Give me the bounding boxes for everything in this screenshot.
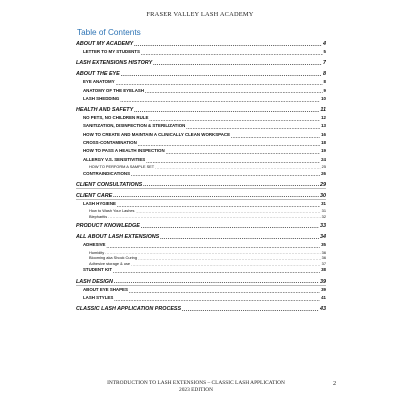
- toc-entry-page: 39: [320, 278, 326, 285]
- toc-leader-dots: [108, 215, 321, 219]
- toc-entry[interactable]: [76, 305, 326, 313]
- toc-entry[interactable]: [76, 78, 326, 86]
- toc-leader-dots: [141, 52, 323, 56]
- toc-entry-title: LASH HYGIENE: [83, 200, 116, 206]
- toc-entry-page: 12: [321, 115, 326, 121]
- toc-entry-title: Blepharitis: [89, 213, 108, 219]
- toc-entry-title: ADHESIVE: [83, 242, 106, 248]
- toc-entry-page: 36: [321, 249, 326, 255]
- toc-entry[interactable]: [76, 294, 326, 302]
- toc-entry-title: NO PETS, NO CHILDREN RULE: [83, 115, 149, 121]
- toc-entry[interactable]: [76, 222, 326, 230]
- toc-entry-page: 41: [321, 295, 326, 301]
- toc-entry[interactable]: [76, 40, 326, 48]
- toc-entry-page: 43: [320, 306, 326, 313]
- toc-entry-page: 8: [323, 79, 326, 85]
- toc-entry[interactable]: [76, 95, 326, 103]
- toc-entry[interactable]: [76, 131, 326, 139]
- toc-entry-page: 37: [321, 260, 326, 266]
- toc-entry-page: 38: [321, 267, 326, 273]
- toc-entry-page: 35: [321, 242, 326, 248]
- toc-entry-title: HEALTH AND SAFETY: [76, 107, 134, 114]
- footer-title: INTRODUCTION TO LASH EXTENSIONS – CLASSIC LASH APPLICATION: [107, 380, 285, 386]
- toc-entry-title: CLIENT CONSULTATIONS: [76, 181, 143, 188]
- footer-edition: 2023 EDITION: [179, 387, 213, 393]
- toc-entry[interactable]: [76, 59, 326, 67]
- toc-entry[interactable]: [76, 114, 326, 122]
- toc-entry[interactable]: [76, 156, 326, 164]
- toc-entry[interactable]: [76, 200, 326, 208]
- toc-entry-page: 7: [323, 60, 326, 67]
- toc-entry[interactable]: [76, 48, 326, 56]
- section-rule: [76, 230, 326, 231]
- toc-entry[interactable]: [76, 122, 326, 130]
- toc-entry-title: HOW TO PERFORM A SAMPLE SET: [89, 163, 155, 169]
- toc-entry-page: 39: [321, 286, 326, 292]
- toc-entry-title: ALLERGY V.S. SENSITIVITIES: [83, 156, 146, 162]
- toc-entry-title: CROSS-CONTAMINATION: [83, 140, 137, 146]
- toc-entry-title: ABOUT MY ACADEMY: [76, 41, 134, 47]
- toc-entry[interactable]: [76, 214, 326, 220]
- toc-entry-title: ABOUT THE EYE: [76, 71, 120, 78]
- toc-entry[interactable]: [76, 87, 326, 95]
- section-rule: [76, 67, 326, 68]
- toc-entry[interactable]: [76, 233, 326, 241]
- toc-heading: Table of Contents: [77, 28, 141, 37]
- toc-entry-page: 36: [321, 255, 326, 261]
- toc-entry-page: 13: [321, 123, 326, 129]
- toc-entry-page: 18: [321, 140, 326, 146]
- toc-entry-title: CONTRAINDICATIONS: [83, 170, 130, 176]
- toc-entry-title: EYE ANATOMY: [83, 79, 115, 85]
- toc-entry-title: PRODUCT KNOWLEDGE: [76, 223, 140, 230]
- toc-entry[interactable]: [76, 181, 326, 189]
- toc-entry-page: 29: [320, 181, 326, 188]
- running-header: FRASER VALLEY LASH ACADEMY: [146, 11, 254, 18]
- toc-entry-title: Humidity: [89, 249, 105, 255]
- toc-entry[interactable]: [76, 147, 326, 155]
- toc-entry-title: STUDENT KIT: [83, 267, 113, 273]
- toc-entry-page: 24: [321, 156, 326, 162]
- toc-entry-title: How to Wash Your Lashes: [89, 208, 135, 214]
- toc-entry-title: SANITIZATION, DISINFECTION & STERILIZATION: [83, 123, 186, 129]
- toc-entry-page: 30: [320, 192, 326, 199]
- toc-leader-dots: [114, 298, 320, 302]
- page-number: 2: [333, 380, 337, 387]
- toc-entry[interactable]: [76, 286, 326, 294]
- toc-entry-page: 26: [321, 170, 326, 176]
- toc-entry-page: 5: [323, 49, 326, 54]
- toc-entry-title: CLASSIC LASH APPLICATION PROCESS: [76, 306, 182, 313]
- toc-entry-title: HOW TO CREATE AND MAINTAIN A CLINICALLY CLEAN WORKSPACE: [83, 131, 230, 137]
- section-rule: [76, 188, 326, 189]
- toc-entry-title: LASH EXTENSIONS HISTORY: [76, 60, 153, 67]
- toc-entry-title: LASH DESIGN: [76, 278, 113, 285]
- toc-entry[interactable]: [76, 278, 326, 286]
- toc-entry-title: LASH STYLES: [83, 295, 114, 301]
- toc-entry-page: 32: [321, 213, 326, 219]
- toc-entry-title: HOW TO PASS A HEALTH INSPECTION: [83, 148, 165, 154]
- toc-entry[interactable]: [76, 170, 326, 178]
- toc-entry-title: ALL ABOUT LASH EXTENSIONS: [76, 234, 160, 241]
- toc-entry[interactable]: [76, 241, 326, 249]
- toc-leader-dots: [120, 99, 320, 103]
- toc-entry[interactable]: [76, 192, 326, 200]
- toc-entry[interactable]: [76, 106, 326, 114]
- toc-entry-title: Blooming aka Shock Curing: [89, 255, 138, 261]
- toc-entry[interactable]: [76, 70, 326, 78]
- toc-entry-title: ANATOMY OF THE EYELASH: [83, 87, 144, 93]
- toc-entry-page: 25: [321, 163, 326, 169]
- toc-entry-page: 4: [323, 41, 326, 47]
- section-rule: [76, 313, 326, 314]
- toc-entry-page: 10: [321, 95, 326, 101]
- toc-entry-page: 9: [323, 87, 326, 93]
- toc-entry-page: 34: [320, 234, 326, 241]
- toc-entry[interactable]: [76, 139, 326, 147]
- toc-entry-page: 11: [320, 107, 326, 114]
- toc-leader-dots: [131, 173, 320, 177]
- table-of-contents: [76, 40, 326, 313]
- toc-entry-page: 19: [321, 148, 326, 154]
- toc-entry-title: LETTER TO MY STUDENTS: [83, 49, 140, 54]
- toc-entry-title: Adhesive storage & use: [89, 260, 131, 266]
- toc-entry-page: 8: [323, 71, 326, 78]
- toc-entry-page: 33: [320, 223, 326, 230]
- toc-entry[interactable]: [76, 266, 326, 274]
- toc-entry-title: ABOUT EYE SHAPES: [83, 286, 128, 292]
- toc-entry-page: 31: [321, 200, 326, 206]
- toc-entry-page: 16: [321, 131, 326, 137]
- toc-entry-title: CLIENT CARE: [76, 192, 113, 199]
- toc-leader-dots: [113, 270, 320, 274]
- toc-entry-title: LASH SHEDDING: [83, 95, 120, 101]
- toc-entry-page: 31: [321, 208, 326, 214]
